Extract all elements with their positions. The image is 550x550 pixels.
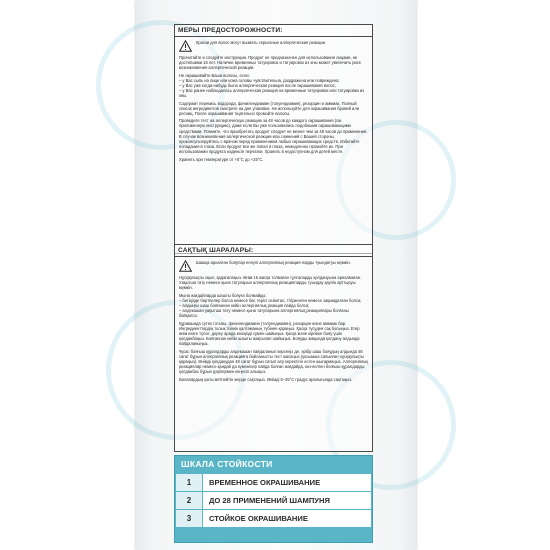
- durability-scale: [174, 455, 373, 543]
- ru-paragraph: Не окрашивайте Ваши волосы, если:: [179, 72, 250, 78]
- scale-row-label: ВРЕМЕННОЕ ОКРАШИВАНИЕ: [203, 474, 371, 491]
- durability-scale-title: ШКАЛА СТОЙКОСТИ: [181, 459, 273, 469]
- scale-row: [176, 492, 371, 509]
- scale-row-label: СТОЙКОЕ ОКРАШИВАНИЕ: [203, 510, 371, 527]
- kz-paragraph: Нұсқаулықты оқып, қадағалаңыз. Өнім 16 жасқа толмаған тұлғаларды қолдануына арналмаған. Уақытша тату немесе қына татуларын аллергиялық реакцияларды туындау қаупін арттыруы мүмкін.: [179, 275, 362, 291]
- scale-row-label: ДО 28 ПРИМЕНЕНИЙ ШАМПУНЯ: [203, 492, 371, 509]
- kz-paragraph: – алдекашан уақытша тату немесе қына татуларына аллергиялық реакциялары болғаны байқалса.: [179, 308, 349, 319]
- ru-paragraph: – у Вас ранее наблюдалась аллергическая реакция на временные татуировки или татуировки из хны.: [179, 88, 365, 99]
- kz-paragraph: – бетіңізде бөртпелер болса немесе бас терісі сезімтал, тітіркенген немесе зақымдалған болса;: [179, 297, 362, 303]
- ru-paragraph: Хранить при температуре от +5°С до +25°С.: [179, 156, 264, 162]
- ru-paragraph: – у Вас уже когда-нибудь была аллергическая реакция после окрашивания волос;: [179, 83, 336, 89]
- ru-warning-text: Краски для волос могут вызвать серьезные аллергические реакции.: [196, 40, 327, 45]
- warning-triangle-icon: [179, 260, 192, 272]
- ru-paragraph: Проведите тест на аллергическую реакцию за 48 часов до каждого окрашивания (см. приложенную инструкцию), даже если Вы уже пользовались подобными окрашивающими средствами. Помните, что приобретать продукт следует не менее чем за 48 часов до применения. В случае возникновения аллергической реакции или сомнений с Вашей стороны, проконсультируйтесь с врачом перед применением любых окрашивающих средств. Избегайте попадания в глаза. Если продукт все же попал в глаза, немедленно промойте их. При использовании продукта наденьте перчатки. Хранить в недоступном для детей месте.: [179, 118, 368, 155]
- kz-paragraph: Балалардың қолы жетпейтін жерде сақтаңыз. Өнімді 5–25°С градус аралығында сақтаңыз.: [179, 376, 353, 382]
- kz-paragraph: Ұқсас бояғыш құралдарды алдекашан пайдаланып көрсеңіз де, әрбір шаш бояудың алдында 48 сағат бұрын аллергиялық реакцияға байланысты тест жасаңыз (қосымша салынған нұсқаулықты қараңыз). Өнімді қолданудан 48 сағат бұрын сатып алу керектігін естен шығармаңыз. Аллергиялық реакциялар немесе қандай да күмәнілер пайда болған жағдайда, кез-келген бояғыш құралдарды қолданбас бұрын дәрігермен кеңесіп алыңыз.: [179, 348, 368, 375]
- kz-paragraph: Мына жағдайларда шашты бояуға болмайды:: [179, 292, 267, 298]
- ru-precautions-title: МЕРЫ ПРЕДОСТОРОЖНОСТИ:: [175, 25, 372, 37]
- kz-warning-text: Шашқа арналған бояулар елеулі аллергиялық реакция-ларды туындатуы мүмкін.: [196, 260, 351, 265]
- ru-paragraph: – у Вас сыпь на лице или кожа головы чувствительна, раздражена или повреждена;: [179, 77, 340, 83]
- ru-precautions-section: [174, 24, 373, 254]
- warning-triangle-icon: [179, 40, 192, 52]
- kz-paragraph: Құрамында сутек тотығы, фенилендиамин (толуендиамин), резорцин және аммиак бар. Ингредиенттердің толық тізімін қалтаманың түбінен қараңыз. Қасқа түсуден сақ болыңыз. Егер өнім көзге түссе, дереу арада көзіңізді сумен шайыңыз. Қасқа және кірпікке бояу үшін қолданбаңыз. Бояғаннан кейін шашты жақсылап шайыңыз. Бояуды жақында қолдану алдында пайдаланыңыз.: [179, 320, 360, 347]
- ru-paragraph: Содержит перекись водорода, фенилендиамин (толуендиамин), резорцин и аммиак. Полный список ингредиентов смотрите на дне упаковки. Не используйте для окрашивания бровей или ресниц. После окрашивания тщательно промойте волосы.: [179, 100, 359, 117]
- scale-row: [176, 474, 371, 491]
- scale-row-number: 1: [176, 474, 202, 491]
- ru-paragraph: Прочитайте и следуйте инструкции. Продукт не предназначен для использования лицами, не достигшими 16 лет. Наличие временных татуировок и татуировок из хны может увеличить риск возникновения аллергической реакции.: [179, 55, 361, 71]
- kz-paragraph: – алдыңғы шаш бояғаннан кейін аллергиялық реакция пайда болса;: [179, 303, 310, 309]
- scale-row: [176, 510, 371, 527]
- kz-precautions-title: САҚТЫҚ ШАРАЛАРЫ:: [175, 245, 372, 257]
- scale-row-number: 3: [176, 510, 202, 527]
- scale-row-number: 2: [176, 492, 202, 509]
- kz-precautions-section: [174, 244, 373, 452]
